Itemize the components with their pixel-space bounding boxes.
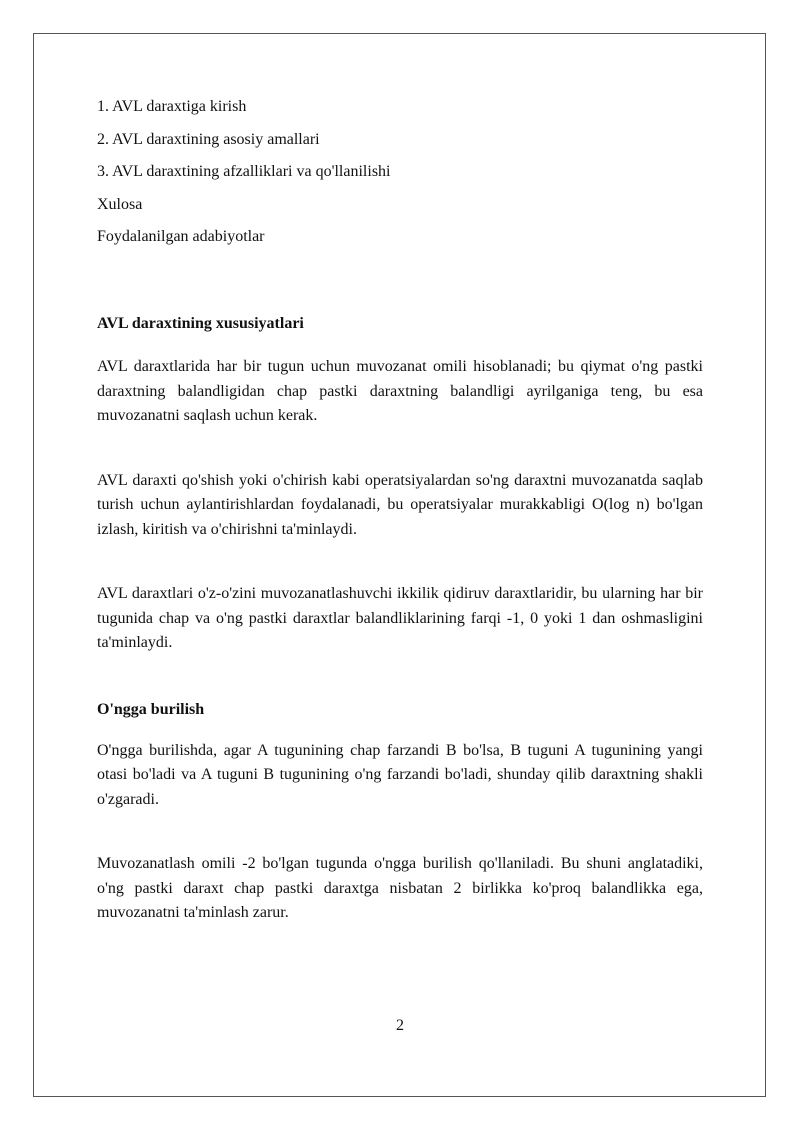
paragraph-right-rotation-usage: Muvozanatlash omili -2 bo'lgan tugunda o'ngga burilish qo'llaniladi. Bu shuni anglatadiki, o'ng pastki daraxt chap pastki daraxtga nisbatan 2 birlikka ko'proq balandlikka ega, muvozanatni ta'minlash zarur. (97, 855, 703, 921)
toc-item-2: 2. AVL daraxtining asosiy amallari (97, 130, 320, 148)
page-content (97, 96, 703, 926)
paragraph-rotations: AVL daraxti qo'shish yoki o'chirish kabi operatsiyalardan so'ng daraxtni muvozanatda saqlab turish uchun aylantirishlardan foydalanadi, bu operatsiyalar murakkabligi O(log n) bo'lgan izlash, kiritish va o'chirishni ta'minlaydi. (97, 471, 703, 538)
table-of-contents (97, 96, 703, 248)
section-heading-right-rotation: O'ngga burilish (97, 700, 205, 718)
section-heading-avl-properties: AVL daraxtining xususiyatlari (97, 315, 304, 332)
paragraph-right-rotation-definition: O'ngga burilishda, agar A tugunining chap farzandi B bo'lsa, B tuguni A tugunining yangi otasi bo'ladi va A tuguni B tugunining o'ng farzandi bo'ladi, shunday qilib daraxtning shakli o'zgaradi. (97, 741, 703, 808)
toc-item-3: 3. AVL daraxtining afzalliklari va qo'llanilishi (97, 163, 391, 180)
paragraph-balance-factor: AVL daraxtlarida har bir tugun uchun muvozanat omili hisoblanadi; bu qiymat o'ng pastki daraxtning balandligidan chap pastki daraxtning balandligi ayrilganiga teng, bu esa muvozanatni saqlash uchun kerak. (97, 358, 703, 424)
toc-item-1: 1. AVL daraxtiga kirish (97, 98, 247, 115)
paragraph-self-balancing: AVL daraxtlari o'z-o'zini muvozanatlashuvchi ikkilik qidiruv daraxtlaridir, bu ularning har bir tugunida chap va o'ng pastki daraxtlar balandliklarining farqi -1, 0 yoki 1 dan oshmasligini ta'minlaydi. (97, 585, 703, 651)
toc-item-conclusion: Xulosa (97, 195, 143, 213)
toc-item-references: Foydalanilgan adabiyotlar (97, 228, 265, 245)
page-number: 2 (396, 1017, 404, 1034)
